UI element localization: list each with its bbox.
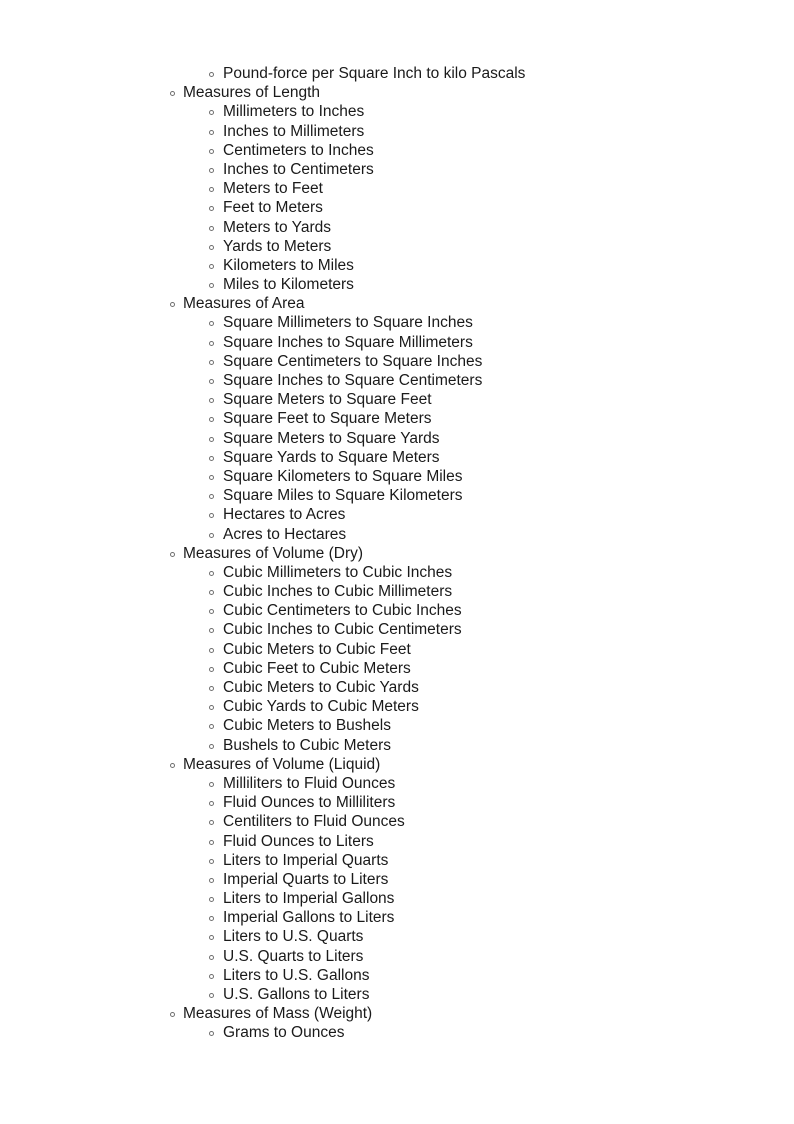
circle-bullet-icon [209, 686, 214, 691]
conversion-item[interactable] [0, 870, 794, 889]
conversion-label: Inches to Millimeters [223, 122, 365, 140]
circle-bullet-icon [209, 705, 214, 710]
circle-bullet-icon [209, 628, 214, 633]
conversion-label: Square Meters to Square Yards [223, 429, 440, 447]
circle-bullet-icon [209, 226, 214, 231]
circle-bullet-icon [170, 302, 175, 307]
conversion-item[interactable] [0, 198, 794, 217]
circle-bullet-icon [209, 206, 214, 211]
circle-bullet-icon [209, 187, 214, 192]
circle-bullet-icon [209, 609, 214, 614]
conversion-label: Yards to Meters [223, 237, 332, 255]
conversion-item[interactable] [0, 141, 794, 160]
category-heading [0, 83, 794, 102]
conversion-label: Centiliters to Fluid Ounces [223, 813, 405, 831]
conversion-item[interactable] [0, 620, 794, 639]
circle-bullet-icon [170, 763, 175, 768]
conversion-list [0, 64, 794, 1043]
circle-bullet-icon [209, 398, 214, 403]
conversion-label: Bushels to Cubic Meters [223, 736, 391, 754]
conversion-label: Square Kilometers to Square Miles [223, 467, 463, 485]
conversion-label: Meters to Feet [223, 180, 323, 198]
conversion-item[interactable] [0, 352, 794, 371]
circle-bullet-icon [209, 245, 214, 250]
conversion-item[interactable] [0, 832, 794, 851]
circle-bullet-icon [209, 955, 214, 960]
conversion-item[interactable] [0, 371, 794, 390]
conversion-label: Liters to U.S. Quarts [223, 928, 364, 946]
conversion-label: Feet to Meters [223, 199, 323, 217]
conversion-label: Cubic Meters to Cubic Yards [223, 679, 419, 696]
conversion-label: Cubic Feet to Cubic Meters [223, 659, 411, 677]
circle-bullet-icon [209, 724, 214, 729]
category-heading [0, 755, 794, 774]
conversion-label: Square Meters to Square Feet [223, 391, 432, 409]
conversion-item[interactable] [0, 889, 794, 908]
conversion-label: U.S. Quarts to Liters [223, 947, 364, 965]
conversion-item[interactable] [0, 333, 794, 352]
circle-bullet-icon [209, 264, 214, 269]
circle-bullet-icon [170, 552, 175, 557]
conversion-label: Square Inches to Square Centimeters [223, 372, 483, 389]
conversion-label: Liters to Imperial Quarts [223, 851, 389, 869]
circle-bullet-icon [209, 878, 214, 883]
conversion-item[interactable] [0, 256, 794, 275]
conversion-item[interactable] [0, 448, 794, 467]
category-heading [0, 1004, 794, 1023]
conversion-item[interactable] [0, 505, 794, 524]
conversion-item[interactable] [0, 179, 794, 198]
circle-bullet-icon [209, 283, 214, 288]
circle-bullet-icon [209, 533, 214, 538]
circle-bullet-icon [209, 935, 214, 940]
circle-bullet-icon [209, 437, 214, 442]
conversion-item[interactable] [0, 947, 794, 966]
circle-bullet-icon [209, 801, 214, 806]
conversion-label: Liters to U.S. Gallons [223, 966, 370, 984]
conversion-item[interactable] [0, 275, 794, 294]
circle-bullet-icon [209, 667, 214, 672]
conversion-item[interactable] [0, 218, 794, 237]
conversion-item[interactable] [0, 390, 794, 409]
conversion-label: Inches to Centimeters [223, 160, 374, 178]
circle-bullet-icon [209, 993, 214, 998]
circle-bullet-icon [209, 72, 214, 77]
category-label: Measures of Mass (Weight) [183, 1005, 373, 1023]
conversion-item[interactable] [0, 851, 794, 870]
conversion-label: Imperial Quarts to Liters [223, 870, 389, 888]
conversion-item[interactable] [0, 237, 794, 256]
conversion-item[interactable] [0, 525, 794, 544]
category-heading [0, 294, 794, 313]
conversion-item[interactable] [0, 908, 794, 927]
circle-bullet-icon [209, 916, 214, 921]
circle-bullet-icon [209, 859, 214, 864]
conversion-label: Square Inches to Square Millimeters [223, 333, 473, 351]
conversion-label: Liters to Imperial Gallons [223, 890, 395, 908]
category-label: Measures of Volume (Liquid) [183, 755, 381, 773]
circle-bullet-icon [209, 974, 214, 979]
circle-bullet-icon [170, 1012, 175, 1017]
conversion-label: Cubic Inches to Cubic Centimeters [223, 621, 462, 639]
circle-bullet-icon [209, 571, 214, 576]
conversion-label: Square Millimeters to Square Inches [223, 314, 473, 332]
conversion-label: Acres to Hectares [223, 525, 347, 543]
circle-bullet-icon [209, 417, 214, 422]
conversion-item[interactable] [0, 582, 794, 601]
conversion-item[interactable] [0, 122, 794, 141]
conversion-item[interactable] [0, 736, 794, 755]
conversion-label: Cubic Yards to Cubic Meters [223, 698, 419, 716]
circle-bullet-icon [209, 130, 214, 135]
circle-bullet-icon [209, 360, 214, 365]
circle-bullet-icon [209, 820, 214, 825]
circle-bullet-icon [209, 1031, 214, 1036]
conversion-label: Cubic Inches to Cubic Millimeters [223, 583, 453, 601]
conversion-item[interactable] [0, 927, 794, 946]
conversion-item[interactable] [0, 486, 794, 505]
circle-bullet-icon [209, 379, 214, 384]
category-label: Measures of Length [183, 84, 321, 102]
conversion-item[interactable] [0, 160, 794, 179]
conversion-item[interactable] [0, 716, 794, 735]
conversion-label: Square Centimeters to Square Inches [223, 352, 483, 370]
conversion-label: Pound-force per Square Inch to kilo Pascals [223, 65, 526, 82]
conversion-item[interactable] [0, 678, 794, 697]
conversion-label: Grams to Ounces [223, 1024, 345, 1042]
conversion-item[interactable] [0, 409, 794, 428]
conversion-item[interactable] [0, 774, 794, 793]
conversion-label: Cubic Meters to Bushels [223, 717, 391, 735]
conversion-item[interactable] [0, 102, 794, 121]
conversion-label: Miles to Kilometers [223, 276, 354, 294]
conversion-label: Imperial Gallons to Liters [223, 909, 395, 927]
category-heading [0, 544, 794, 563]
conversion-item[interactable] [0, 1023, 794, 1042]
conversion-label: Cubic Centimeters to Cubic Inches [223, 602, 462, 620]
conversion-label: U.S. Gallons to Liters [223, 986, 370, 1003]
circle-bullet-icon [209, 782, 214, 787]
conversion-label: Square Miles to Square Kilometers [223, 487, 463, 505]
circle-bullet-icon [209, 341, 214, 346]
conversion-item[interactable] [0, 697, 794, 716]
conversion-item[interactable] [0, 467, 794, 486]
conversion-item[interactable] [0, 640, 794, 659]
circle-bullet-icon [209, 494, 214, 499]
circle-bullet-icon [209, 168, 214, 173]
circle-bullet-icon [209, 456, 214, 461]
circle-bullet-icon [209, 744, 214, 749]
circle-bullet-icon [209, 149, 214, 154]
circle-bullet-icon [209, 897, 214, 902]
circle-bullet-icon [209, 475, 214, 480]
conversion-item[interactable] [0, 793, 794, 812]
conversion-label: Meters to Yards [223, 218, 331, 236]
circle-bullet-icon [209, 321, 214, 326]
conversion-item[interactable] [0, 601, 794, 620]
conversion-item[interactable] [0, 563, 794, 582]
category-label: Measures of Volume (Dry) [183, 544, 364, 562]
conversion-label: Milliliters to Fluid Ounces [223, 774, 396, 792]
conversion-label: Square Yards to Square Meters [223, 448, 440, 466]
circle-bullet-icon [209, 590, 214, 595]
conversion-item[interactable] [0, 429, 794, 448]
circle-bullet-icon [209, 513, 214, 518]
conversion-label: Centimeters to Inches [223, 141, 374, 159]
conversion-item[interactable] [0, 64, 794, 83]
conversion-label: Square Feet to Square Meters [223, 410, 432, 428]
conversion-item[interactable] [0, 812, 794, 831]
circle-bullet-icon [209, 840, 214, 845]
conversion-item[interactable] [0, 659, 794, 678]
conversion-label: Kilometers to Miles [223, 256, 354, 274]
category-label: Measures of Area [183, 295, 305, 313]
circle-bullet-icon [209, 110, 214, 115]
conversion-label: Millimeters to Inches [223, 103, 365, 121]
conversion-item[interactable] [0, 985, 794, 1004]
conversion-item[interactable] [0, 313, 794, 332]
conversion-item[interactable] [0, 966, 794, 985]
circle-bullet-icon [170, 91, 175, 96]
conversion-label: Fluid Ounces to Liters [223, 832, 374, 850]
circle-bullet-icon [209, 648, 214, 653]
conversion-label: Cubic Millimeters to Cubic Inches [223, 563, 453, 581]
conversion-label: Hectares to Acres [223, 506, 346, 524]
conversion-label: Fluid Ounces to Milliliters [223, 794, 396, 812]
conversion-label: Cubic Meters to Cubic Feet [223, 640, 411, 658]
